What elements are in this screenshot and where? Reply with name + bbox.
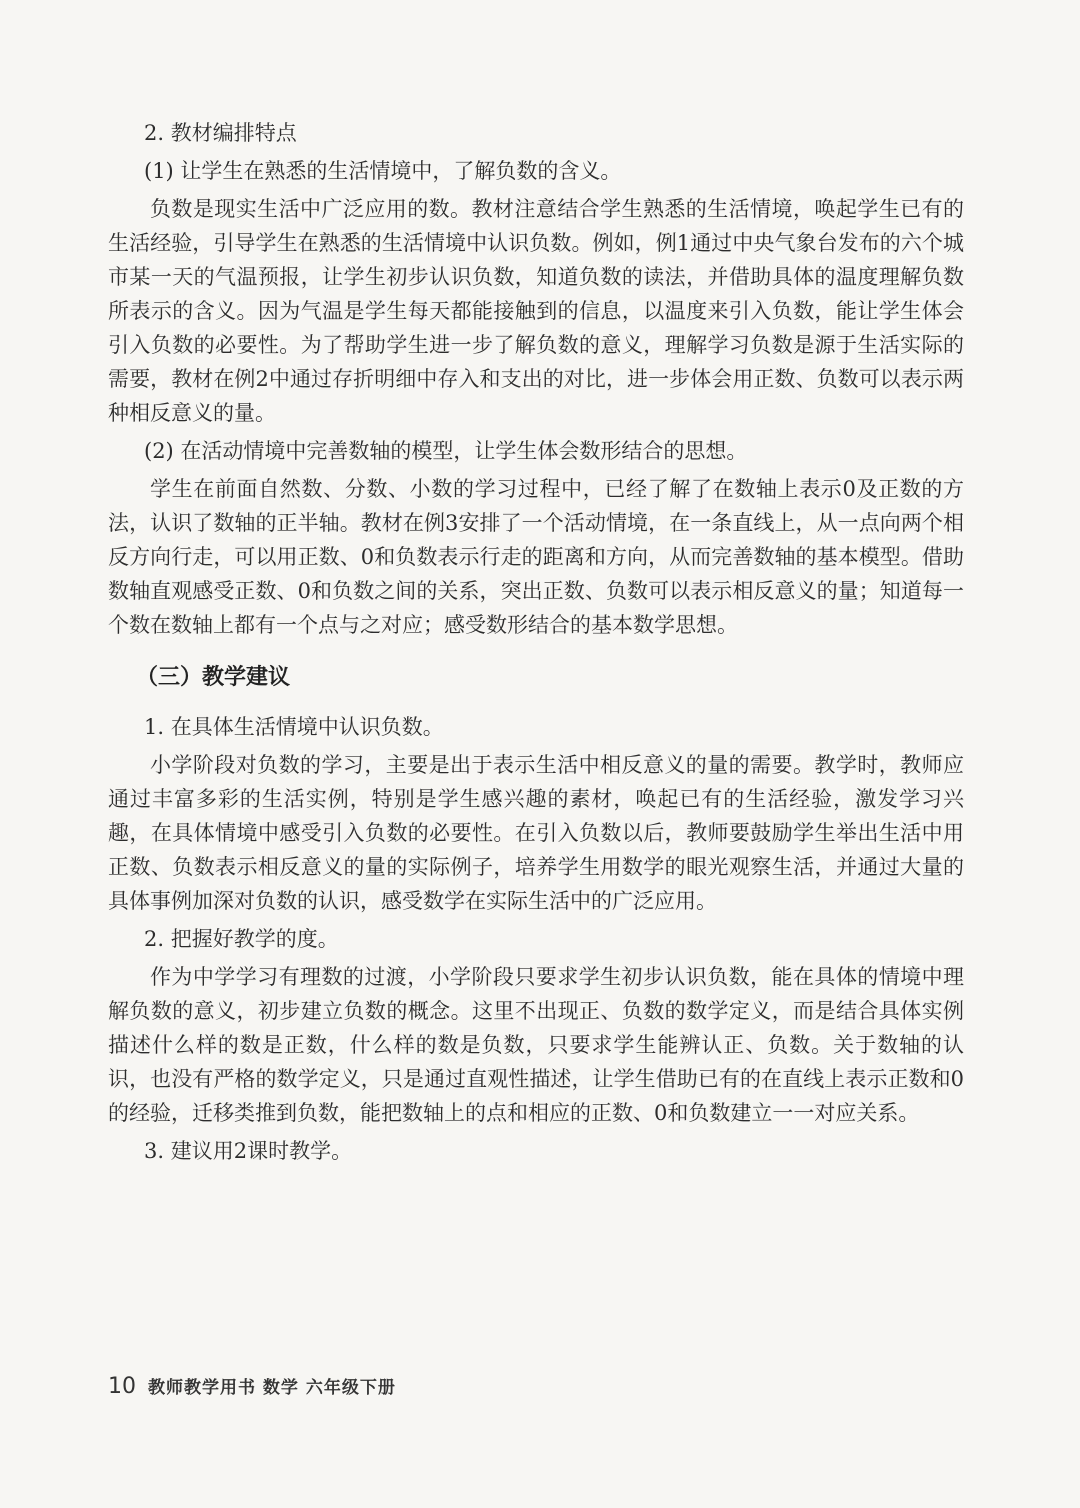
- suggestion-heading-1: 1. 在具体生活情境中认识负数。: [144, 715, 444, 739]
- paragraph: 作为中学学习有理数的过渡，小学阶段只要求学生初步认识负数，能在具体的情境中理解负数的意义，初步建立负数的概念。这里不出现正、负数的数学定义，而是结合具体实例描述什么样的数是正数，什么样的数是负数，只要求学生能辨认正、负数。关于数轴的认识，也没有严格的数学定义，只是通过直观性描述，让学生借助已有的在直线上表示正数和0的经验，迁移类推到负数，能把数轴上的点和相应的正数、0和负数建立一一对应关系。: [108, 965, 964, 1125]
- book-title: 教师教学用书 数学 六年级下册: [148, 1378, 396, 1398]
- page-number: 10: [108, 1374, 136, 1399]
- paragraph: 学生在前面自然数、分数、小数的学习过程中，已经了解了在数轴上表示0及正数的方法，认识了数轴的正半轴。教材在例3安排了一个活动情境，在一条直线上，从一点向两个相反方向行走，可以用正数、0和负数表示行走的距离和方向，从而完善数轴的基本模型。借助数轴直观感受正数、0和负数之间的关系，突出正数、负数可以表示相反意义的量；知道每一个数在数轴上都有一个点与之对应；感受数形结合的基本数学思想。: [108, 477, 964, 637]
- section-title: （三）教学建议: [136, 665, 291, 690]
- point-heading-2: (2) 在活动情境中完善数轴的模型，让学生体会数形结合的思想。: [144, 439, 748, 463]
- paragraph: 负数是现实生活中广泛应用的数。教材注意结合学生熟悉的生活情境，唤起学生已有的生活经验，引导学生在熟悉的生活情境中认识负数。例如，例1通过中央气象台发布的六个城市某一天的气温预报，让学生初步认识负数，知道负数的读法，并借助具体的温度理解负数所表示的含义。因为气温是学生每天都能接触到的信息，以温度来引入负数，能让学生体会引入负数的必要性。为了帮助学生进一步了解负数的意义，理解学习负数是源于生活实际的需要，教材在例2中通过存折明细中存入和支出的对比，进一步体会用正数、负数可以表示两种相反意义的量。: [108, 197, 964, 425]
- subsection-heading: 2. 教材编排特点: [144, 121, 297, 145]
- page-footer: [108, 1373, 396, 1399]
- suggestion-heading-2: 2. 把握好教学的度。: [144, 927, 339, 951]
- point-heading-1: (1) 让学生在熟悉的生活情境中，了解负数的含义。: [144, 159, 622, 183]
- suggestion-heading-3: 3. 建议用2课时教学。: [144, 1139, 353, 1163]
- paragraph: 小学阶段对负数的学习，主要是出于表示生活中相反意义的量的需要。教学时，教师应通过丰富多彩的生活实例，特别是学生感兴趣的素材，唤起已有的生活经验，激发学习兴趣，在具体情境中感受引入负数的必要性。在引入负数以后，教师要鼓励学生举出生活中用正数、负数表示相反意义的量的实际例子，培养学生用数学的眼光观察生活，并通过大量的具体事例加深对负数的认识，感受数学在实际生活中的广泛应用。: [108, 753, 964, 913]
- page-content: [108, 116, 964, 1172]
